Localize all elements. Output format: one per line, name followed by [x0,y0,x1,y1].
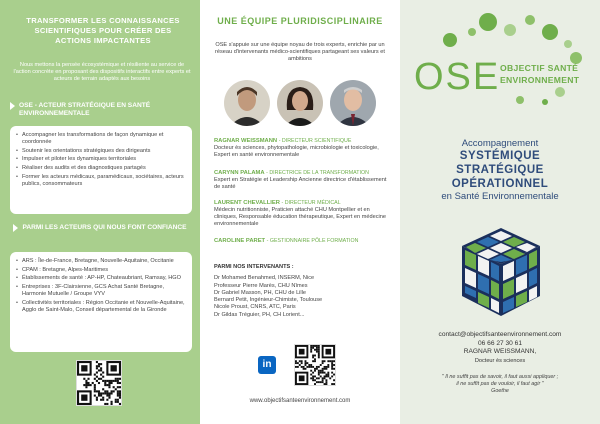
title-accompagnement: Accompagnement [461,138,539,149]
person-3 [214,200,394,228]
linkedin-icon[interactable]: in [258,356,276,374]
arrow-icon [10,102,15,110]
photo-laurent [330,80,376,126]
list-item: • Établissements de santé : AP-HP, Chateaubriant, Ramsay, HGO [16,275,186,282]
list-item: • Soutenir les orientations stratégiques des dirigeants [16,148,186,155]
intervenants-block [214,264,394,319]
section1-list [16,132,186,188]
title-strategique: STRATÉGIQUE [456,164,544,176]
logo-sub-2: ENVIRONNEMENT [500,75,580,85]
section-ose-header [10,102,190,118]
photo-ragnar [224,80,270,126]
section-acteurs-header [10,224,190,232]
section1-title: OSE - ACTEUR STRATÉGIQUE EN SANTÉ ENVIRONNEMENTALE [19,102,151,117]
website-link[interactable]: www.objectifsanteenvironnement.com [249,398,351,404]
intervenants-list [214,275,394,319]
person-1-role: - DIRECTEUR SCIENTIFIQUE [278,138,352,144]
intervenant-item: Dr Mohamed Benahmed, INSERM, Nice [214,275,315,282]
qr-code-icon [295,345,335,385]
section1-box [10,126,192,214]
section2-title: PARMI LES ACTEURS QUI NOUS FONT CONFIANCE [22,224,187,231]
intervenant-item: Nicole Proust, CNRS, ATC, Paris [214,304,296,311]
logo-sub-1: OBJECTIF SANTÉ [500,63,579,73]
section2-box [10,252,192,352]
intervenant-item: Dr Gabriel Masson, PH, CHU de Lille [214,289,307,296]
person-4 [214,238,394,245]
list-item: • Réaliser des audits et des diagnostiques partagés [16,165,186,172]
main-title [400,138,600,202]
intervenant-item: Dr Gildas Tréguier, PH, CH Lorient... [214,311,305,318]
title-systemique: SYSTÉMIQUE [459,150,541,162]
photo-carynn [277,80,323,126]
list-item: • ARS : Île-de-France, Bretagne, Nouvelle-Aquitaine, Occitanie [16,258,186,265]
person-3-role: - DIRECTEUR MÉDICAL [281,200,341,206]
contact-block [400,331,600,365]
contact-email[interactable]: contact@objectifsanteenvironnement.com [438,331,562,338]
title-sante: en Santé Environnementale [441,191,559,202]
person-1-name: RAGNAR WEISSMANN [214,138,278,144]
list-item: • CPAM : Bretagne, Alpes-Maritimes [16,267,186,274]
list-item: • Impulser et piloter les dynamiques territoriales [16,156,186,163]
logo-ose: OSE [414,56,501,98]
qr-code-icon [77,361,121,405]
intervenant-item: Professeur Pierre Marès, CHU Nîmes [214,282,308,289]
qr-code[interactable] [294,344,336,386]
list-item: • Accompagner les transformations de façon dynamique et coordonnée [16,132,186,146]
person-3-desc: Médecin nutritionniste, Praticien attaché CHU Montpellier et en cliniques, Responsable éducation thérapeutique, Expert en médecine environnementale [214,207,386,228]
qr-code[interactable] [76,360,122,406]
list-item: • Collectivités territoriales : Région Occitanie et Nouvelle-Aquitaine, Agglo de Saint-Malo, Conseil départemental de la Gironde [16,300,186,314]
left-title: TRANSFORMER LES CONNAISSANCES SCIENTIFIQUES POUR CRÉER DES ACTIONS IMPACTANTES [26,16,180,45]
person-2-role: - DIRECTRICE DE LA TRANSFORMATION [266,170,369,176]
team-title: UNE ÉQUIPE PLURIDISCIPLINAIRE [217,16,383,26]
section2-list [16,258,186,314]
title-operationnel: OPÉRATIONNEL [451,178,549,190]
team-intro: OSE s'appuie sur une équipe noyau de trois experts, enrichie par un réseau d'intervenants médico-scientifiques partageant ses valeurs et ambitions [215,42,385,63]
person-1 [214,138,394,159]
list-item: • Former les acteurs médicaux, paramédicaux, sociétaires, acteurs publics, consommateurs [16,174,186,188]
quote-block [400,374,600,395]
contact-title: Docteur ès sciences [474,357,526,364]
left-intro: Nous mettons la pensée écosystémique et résiliente au service de l'action concrète en proposant des dispositifs interactifs entre experts et acteurs de terrain adaptés aux besoins [13,62,191,83]
logo-subtitle [500,62,579,86]
contact-name: RAGNAR WEISSMANN, [463,348,537,356]
person-2 [214,170,394,191]
quote-line-1: " Il ne suffit pas de savoir, il faut aussi appliquer ; [441,374,559,380]
person-2-name: CARYNN PALAMA [214,170,265,176]
left-panel [0,0,200,424]
intervenant-item: Bernard Petit, Ingénieur-Chimiste, Toulouse [214,297,323,304]
quote-line-2: il ne suffit pas de vouloir, il faut agir " [456,381,544,387]
person-4-role: - GESTIONNAIRE PÔLE FORMATION [266,238,359,244]
rubiks-cube-image [456,222,546,322]
middle-panel [200,0,400,424]
person-2-desc: Expert en Stratégie et Leadership Ancienne directrice d'établissement de santé [214,177,387,191]
person-4-name: CAROLINE PARET [214,238,266,244]
person-1-desc: Docteur ès sciences, phytopathologie, microbiologie et toxicologie, Expert en santé environnementale [214,145,379,159]
quote-author: Goethe [491,388,509,394]
intervenants-title: PARMI NOS INTERVENANTS : [214,264,294,270]
contact-phone[interactable]: 06 66 27 30 61 [478,339,522,347]
person-3-name: LAURENT CHEVALLIER [214,200,280,206]
list-item: • Entreprises : 3F-Clairsienne, GCS Achat Santé Bretagne, Harmonie Mutuelle / Groupe VYV [16,284,186,298]
arrow-icon [13,224,18,232]
right-panel [400,0,600,424]
